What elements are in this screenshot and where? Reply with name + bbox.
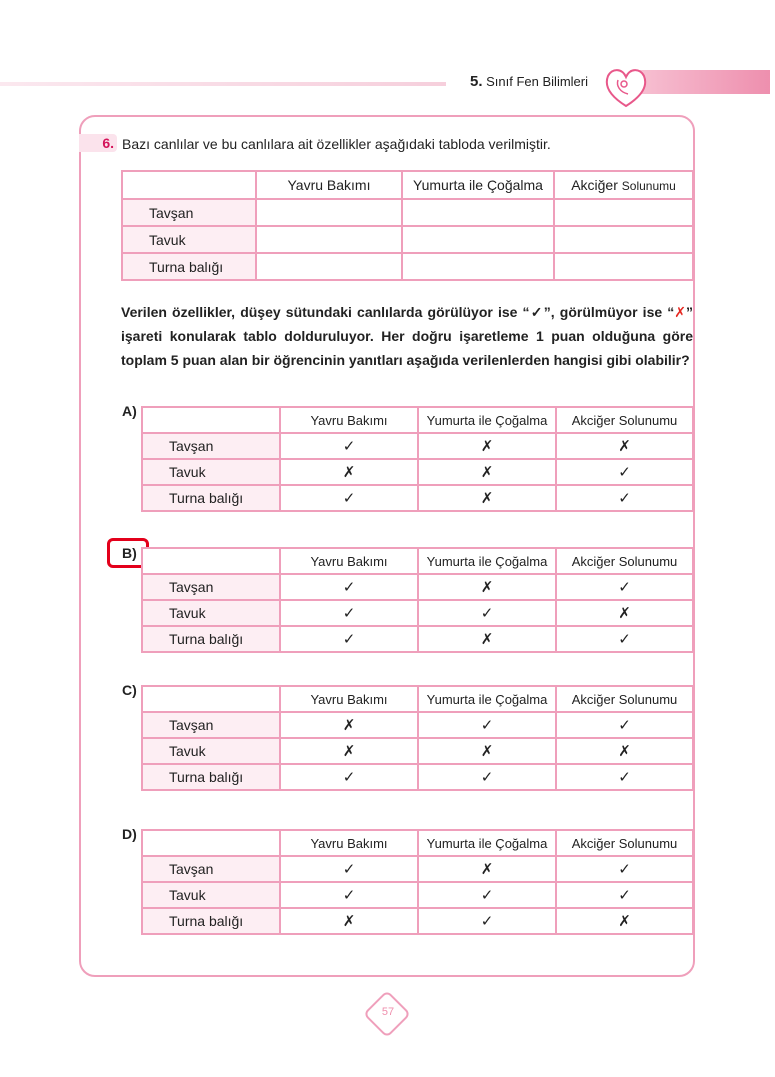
mark-cell: ✓ (556, 626, 693, 652)
mark-cell: ✓ (556, 459, 693, 485)
header-title (470, 73, 588, 90)
question-text-part: ” işareti konularak tablo dolduruluyor. Her doğru işaretleme 1 puan olduğuna göre toplam 5 puan alan bir öğrencinin yanıtları aşağıda verilenlerden hangisi gibi olabilir? (121, 304, 693, 368)
column-header: Yavru Bakımı (280, 548, 418, 574)
column-header: Yavru Bakımı (280, 407, 418, 433)
mark-cell: ✓ (556, 574, 693, 600)
mark-cell: ✓ (418, 764, 556, 790)
mark-cell: ✓ (418, 908, 556, 934)
mark-cell: ✗ (418, 626, 556, 652)
mark-cell: ✓ (556, 764, 693, 790)
mark-cell: ✗ (418, 738, 556, 764)
empty-cell (256, 199, 402, 226)
option-d-letter[interactable]: D) (122, 826, 137, 842)
mark-cell: ✓ (280, 626, 418, 652)
mark-cell: ✗ (418, 485, 556, 511)
row-label: Tavşan (142, 856, 280, 882)
mark-cell: ✓ (280, 856, 418, 882)
mark-cell: ✗ (280, 738, 418, 764)
column-header: Akciğer Solunumu (556, 686, 693, 712)
row-label: Tavuk (142, 459, 280, 485)
mark-cell: ✗ (418, 459, 556, 485)
mark-cell: ✓ (556, 856, 693, 882)
mark-cell: ✓ (556, 485, 693, 511)
empty-cell (256, 226, 402, 253)
column-header-part: Solunumu (621, 179, 676, 193)
column-header: Yumurta ile Çoğalma (418, 686, 556, 712)
option-b-table[interactable] (141, 547, 694, 653)
option-b-letter[interactable]: B) (122, 545, 137, 561)
option-a-table[interactable] (141, 406, 694, 512)
heart-logo-icon (600, 62, 652, 112)
column-header: Akciğer Solunumu (556, 407, 693, 433)
mark-cell: ✓ (280, 574, 418, 600)
row-label: Turna balığı (142, 485, 280, 511)
column-header: Yavru Bakımı (280, 686, 418, 712)
mark-cell: ✓ (280, 433, 418, 459)
table-corner (142, 830, 280, 856)
mark-cell: ✓ (418, 712, 556, 738)
row-label: Turna balığı (142, 908, 280, 934)
column-header: Yavru Bakımı (256, 171, 402, 199)
mark-cell: ✓ (280, 600, 418, 626)
cross-mark-icon: ✗ (674, 304, 686, 320)
empty-cell (256, 253, 402, 280)
mark-cell: ✓ (418, 600, 556, 626)
mark-cell: ✗ (280, 908, 418, 934)
mark-cell: ✓ (556, 712, 693, 738)
mark-cell: ✗ (556, 433, 693, 459)
table-corner (142, 548, 280, 574)
option-c-letter[interactable]: C) (122, 682, 137, 698)
question-intro: Bazı canlılar ve bu canlılara ait özellikler aşağıdaki tabloda verilmiştir. (122, 136, 551, 152)
mark-cell: ✓ (418, 882, 556, 908)
row-label: Turna balığı (142, 626, 280, 652)
question-number: 6. (102, 135, 114, 151)
option-c-table[interactable] (141, 685, 694, 791)
mark-cell: ✗ (280, 712, 418, 738)
option-a-letter[interactable]: A) (122, 403, 137, 419)
page-number: 57 (381, 1006, 395, 1018)
row-label: Turna balığı (142, 764, 280, 790)
mark-cell: ✗ (556, 600, 693, 626)
main-table (121, 170, 694, 281)
mark-cell: ✓ (280, 764, 418, 790)
row-label: Tavşan (122, 199, 256, 226)
table-corner (122, 171, 256, 199)
row-label: Tavuk (142, 738, 280, 764)
table-corner (142, 407, 280, 433)
row-label: Tavuk (142, 600, 280, 626)
empty-cell (402, 199, 554, 226)
column-header: Yumurta ile Çoğalma (418, 407, 556, 433)
column-header: Yumurta ile Çoğalma (418, 548, 556, 574)
column-header (554, 171, 693, 199)
mark-cell: ✗ (556, 738, 693, 764)
row-label: Tavşan (142, 712, 280, 738)
column-header: Yumurta ile Çoğalma (418, 830, 556, 856)
subject-name: Sınıf Fen Bilimleri (486, 74, 589, 89)
empty-cell (554, 199, 693, 226)
column-header: Yumurta ile Çoğalma (402, 171, 554, 199)
row-label: Tavşan (142, 574, 280, 600)
question-stem (121, 300, 693, 372)
column-header: Akciğer Solunumu (556, 548, 693, 574)
table-corner (142, 686, 280, 712)
row-label: Turna balığı (122, 253, 256, 280)
mark-cell: ✗ (418, 574, 556, 600)
mark-cell: ✗ (280, 459, 418, 485)
empty-cell (554, 253, 693, 280)
column-header: Yavru Bakımı (280, 830, 418, 856)
row-label: Tavuk (142, 882, 280, 908)
empty-cell (554, 226, 693, 253)
question-number-badge (79, 134, 117, 152)
row-label: Tavuk (122, 226, 256, 253)
mark-cell: ✗ (418, 433, 556, 459)
column-header-part: Akciğer (571, 177, 618, 193)
mark-cell: ✗ (556, 908, 693, 934)
mark-cell: ✗ (418, 856, 556, 882)
empty-cell (402, 253, 554, 280)
grade-number: 5. (470, 73, 483, 90)
row-label: Tavşan (142, 433, 280, 459)
option-d-table[interactable] (141, 829, 694, 935)
mark-cell: ✓ (280, 882, 418, 908)
column-header: Akciğer Solunumu (556, 830, 693, 856)
empty-cell (402, 226, 554, 253)
mark-cell: ✓ (556, 882, 693, 908)
header-rule (0, 82, 446, 86)
mark-cell: ✓ (280, 485, 418, 511)
question-text-part: Verilen özellikler, düşey sütundaki canlılarda görülüyor ise “✓”, görülmüyor ise “ (121, 304, 675, 320)
